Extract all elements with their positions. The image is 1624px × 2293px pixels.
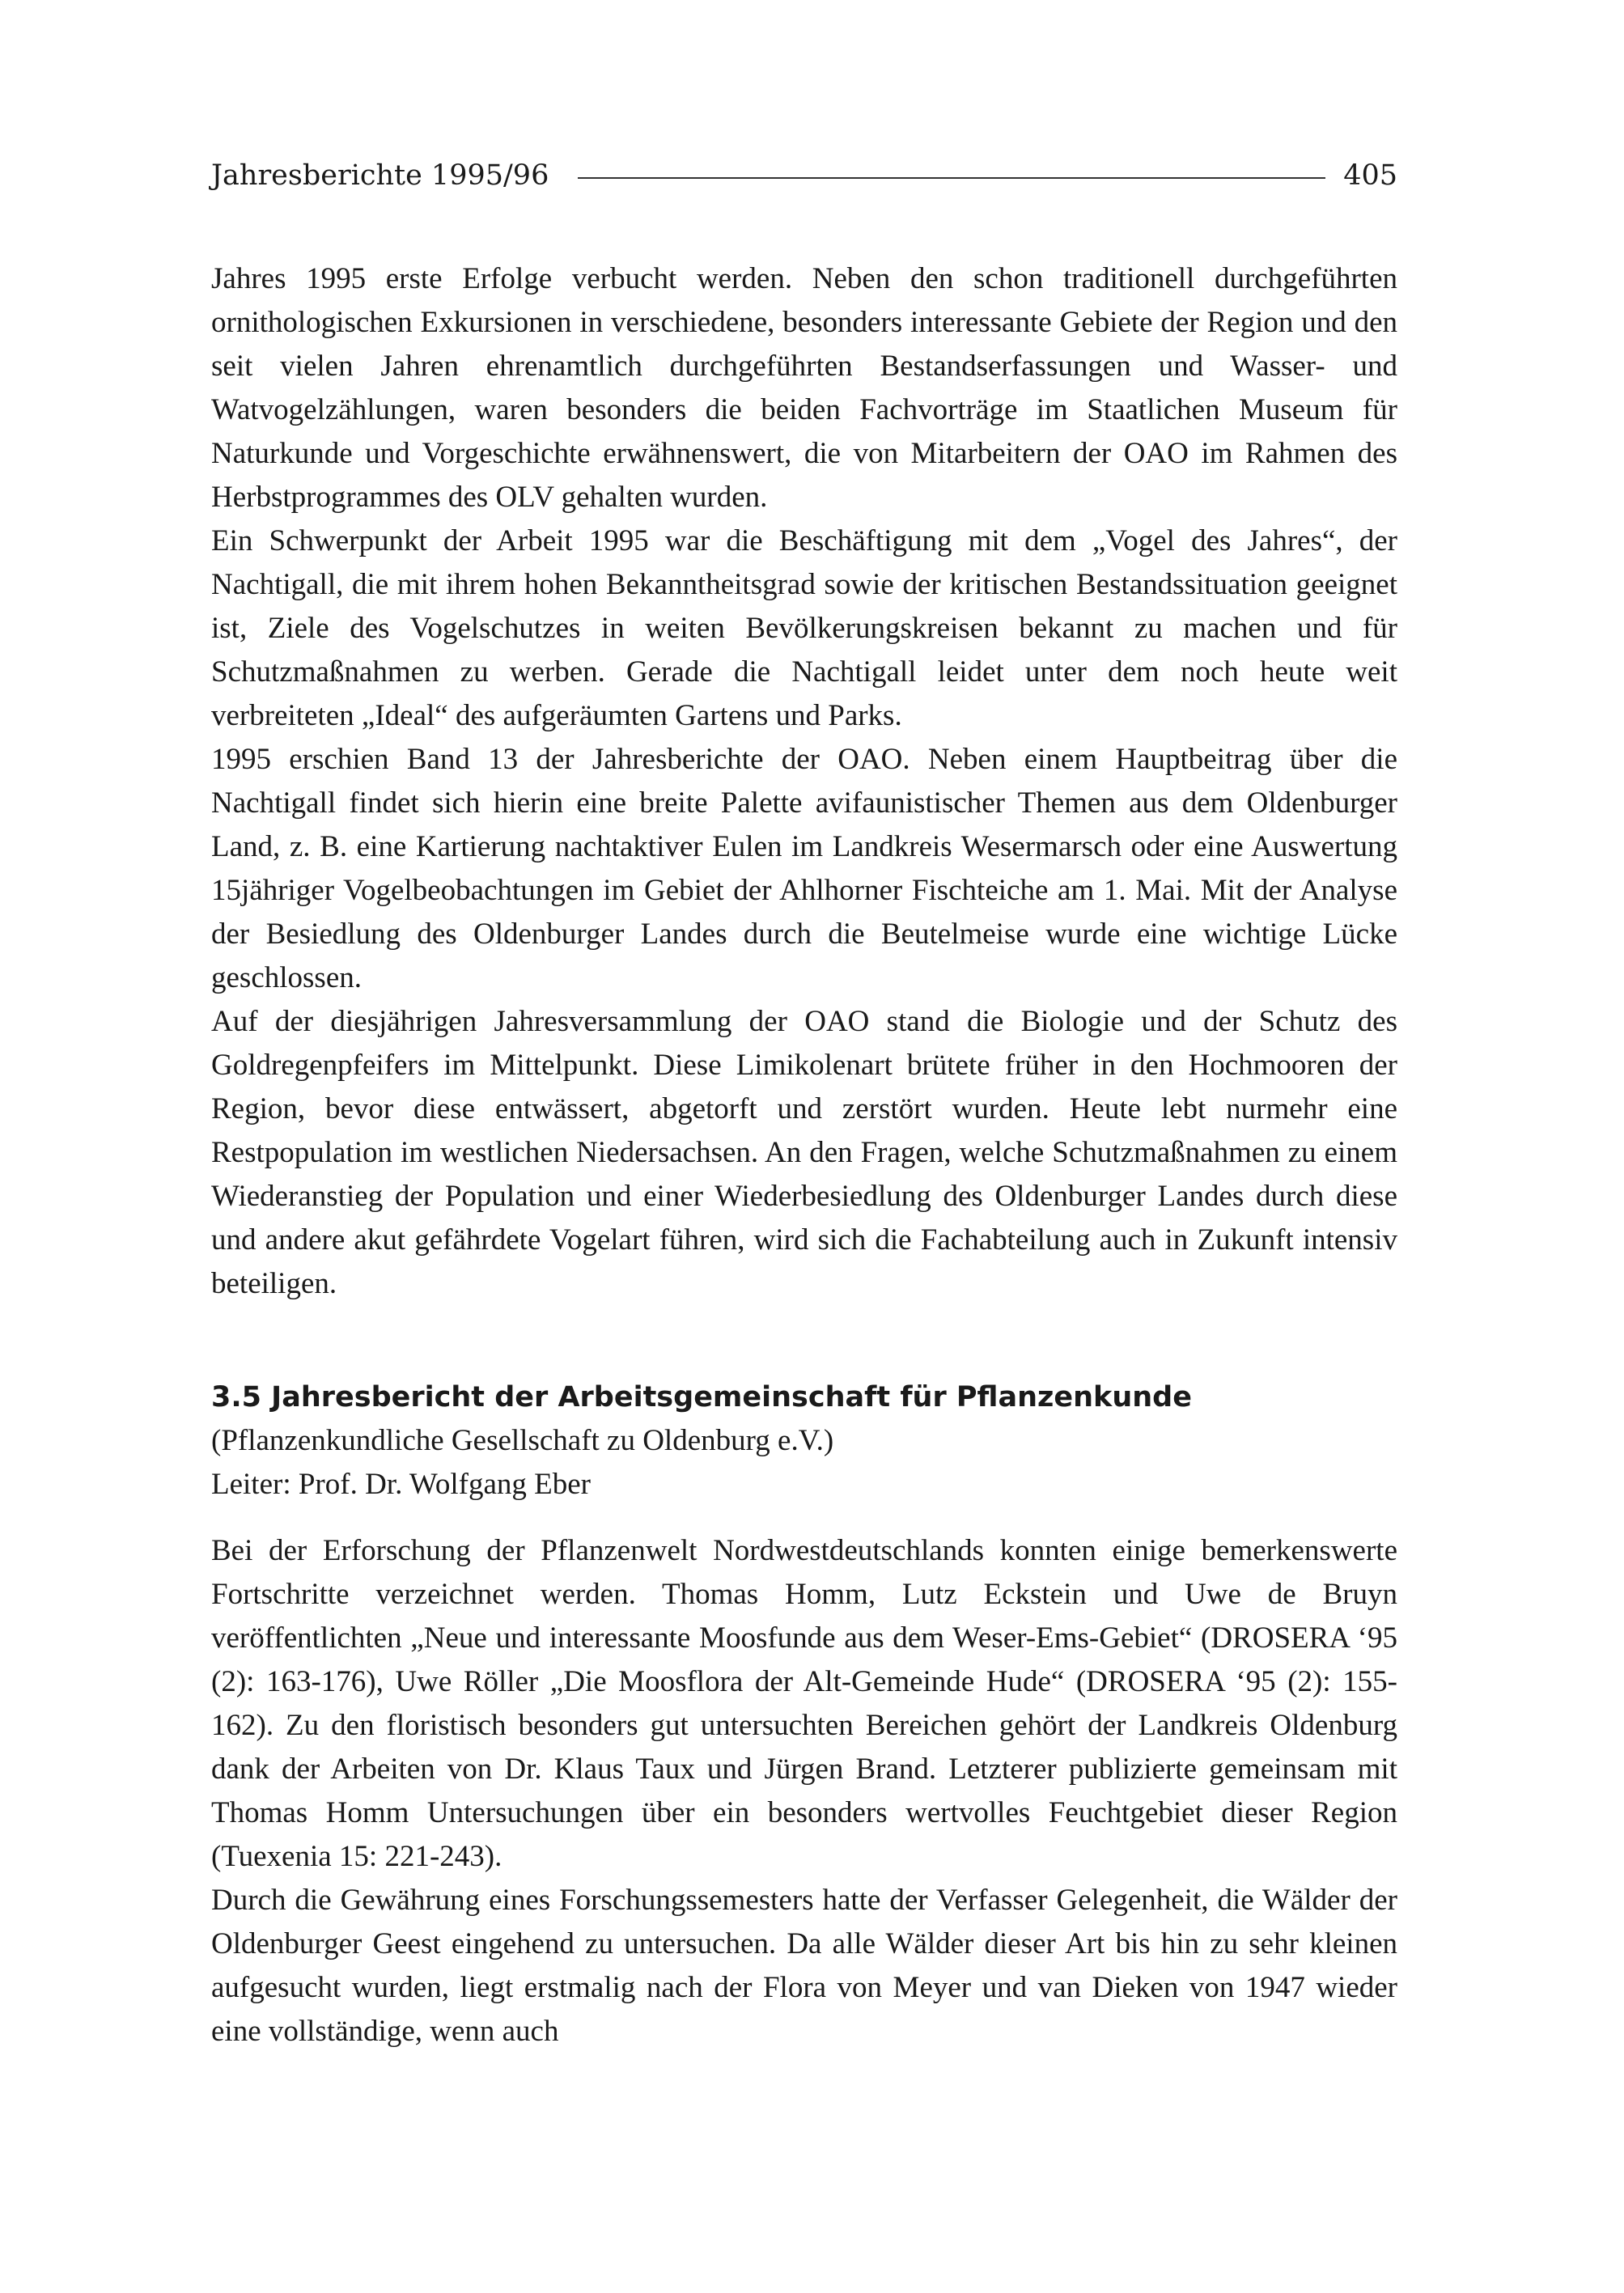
paragraph: Auf der diesjährigen Jahresversammlung der OAO stand die Biologie und der Schutz des Goldregenpfeifers im Mittelpunkt. Diese Limikolenart brütete früher in den Hochmooren der Region, bevor diese entwässert, abgetorft und zerstört wurden. Heute lebt nurmehr eine Restpopulation im westlichen Niedersachsen. An den Fragen, welche Schutzmaßnahmen zu einem Wiederanstieg der Population und einer Wiederbesiedlung des Oldenburger Landes durch diese und andere akut gefährdete Vogelart führen, wird sich die Fachabteilung auch in Zukunft intensiv beteiligen. [211, 1005, 1397, 1300]
section-header-block [211, 1375, 1397, 1507]
paragraph: 1995 erschien Band 13 der Jahresberichte der OAO. Neben einem Hauptbeitrag über die Nachtigall findet sich hierin eine breite Palette avifaunistischer Themen aus dem Oldenburger Land, z. B. eine Kartierung nachtaktiver Eulen im Landkreis Wesermarsch oder eine Auswertung 15jähriger Vogelbeobachtungen im Gebiet der Ahlhorner Fischteiche am 1. Mai. Mit der Analyse der Besiedlung des Oldenburger Landes durch die Beutelmeise wurde eine wichtige Lücke geschlossen. [211, 743, 1397, 994]
body-text-section [211, 1529, 1397, 2054]
section-leader: Leiter: Prof. Dr. Wolfgang Eber [211, 1468, 591, 1501]
page-number: 405 [1343, 159, 1397, 192]
running-header-title: Jahresberichte 1995/96 [211, 159, 549, 192]
body-text-top [211, 257, 1397, 1306]
paragraph: Durch die Gewährung eines Forschungssemesters hatte der Verfasser Gelegenheit, die Wälder der Oldenburger Geest eingehend zu untersuchen. Da alle Wälder dieser Art bis hin zu sehr kleinen aufgesucht wurden, liegt erstmalig nach der Flora von Meyer und van Dieken von 1947 wieder eine vollständige, wenn auch [211, 1884, 1397, 2048]
running-header [211, 159, 1397, 192]
section-subtitle: (Pflanzenkundliche Gesellschaft zu Oldenburg e.V.) [211, 1424, 834, 1457]
paragraph: Jahres 1995 erste Erfolge verbucht werden. Neben den schon traditionell durchgeführten ornithologischen Exkursionen in verschiedene, besonders interessante Gebiete der Region und den seit vielen Jahren ehrenamtlich durchgeführten Bestandserfassungen und Wasser- und Watvogelzählungen, waren besonders die beiden Fachvorträge im Staatlichen Museum für Naturkunde und Vorgeschichte erwähnenswert, die von Mitarbeitern der OAO im Rahmen des Herbstprogrammes des OLV gehalten wurden. [211, 262, 1397, 514]
section-heading: 3.5 Jahresbericht der Arbeitsgemeinschaft für Pflanzenkunde [211, 1381, 1192, 1414]
paragraph: Ein Schwerpunkt der Arbeit 1995 war die Beschäftigung mit dem „Vogel des Jahres“, der Nachtigall, die mit ihrem hohen Bekanntheitsgrad sowie der kritischen Bestandssituation geeignet ist, Ziele des Vogelschutzes in weiten Bevölkerungskreisen bekannt zu machen und für Schutzmaßnahmen zu werben. Gerade die Nachtigall leidet unter dem noch heute weit verbreiteten „Ideal“ des aufgeräumten Gartens und Parks. [211, 524, 1397, 732]
paragraph: Bei der Erforschung der Pflanzenwelt Nordwestdeutschlands konnten einige bemerkenswerte Fortschritte verzeichnet werden. Thomas Homm, Lutz Eckstein und Uwe de Bruyn veröffentlichten „Neue und interessante Moosfunde aus dem Weser-Ems-Gebiet“ (DROSERA ‘95 (2): 163-176), Uwe Röller „Die Moosflora der Alt-Gemeinde Hude“ (DROSERA ‘95 (2): 155-162). Zu den floristisch besonders gut untersuchten Bereichen gehört der Landkreis Oldenburg dank der Arbeiten von Dr. Klaus Taux und Jürgen Brand. Letzterer publizierte gemeinsam mit Thomas Homm Untersuchungen über ein besonders wertvolles Feuchtgebiet dieser Region (Tuexenia 15: 221-243). [211, 1534, 1397, 1873]
document-page [211, 0, 1397, 2293]
header-rule [578, 177, 1325, 179]
